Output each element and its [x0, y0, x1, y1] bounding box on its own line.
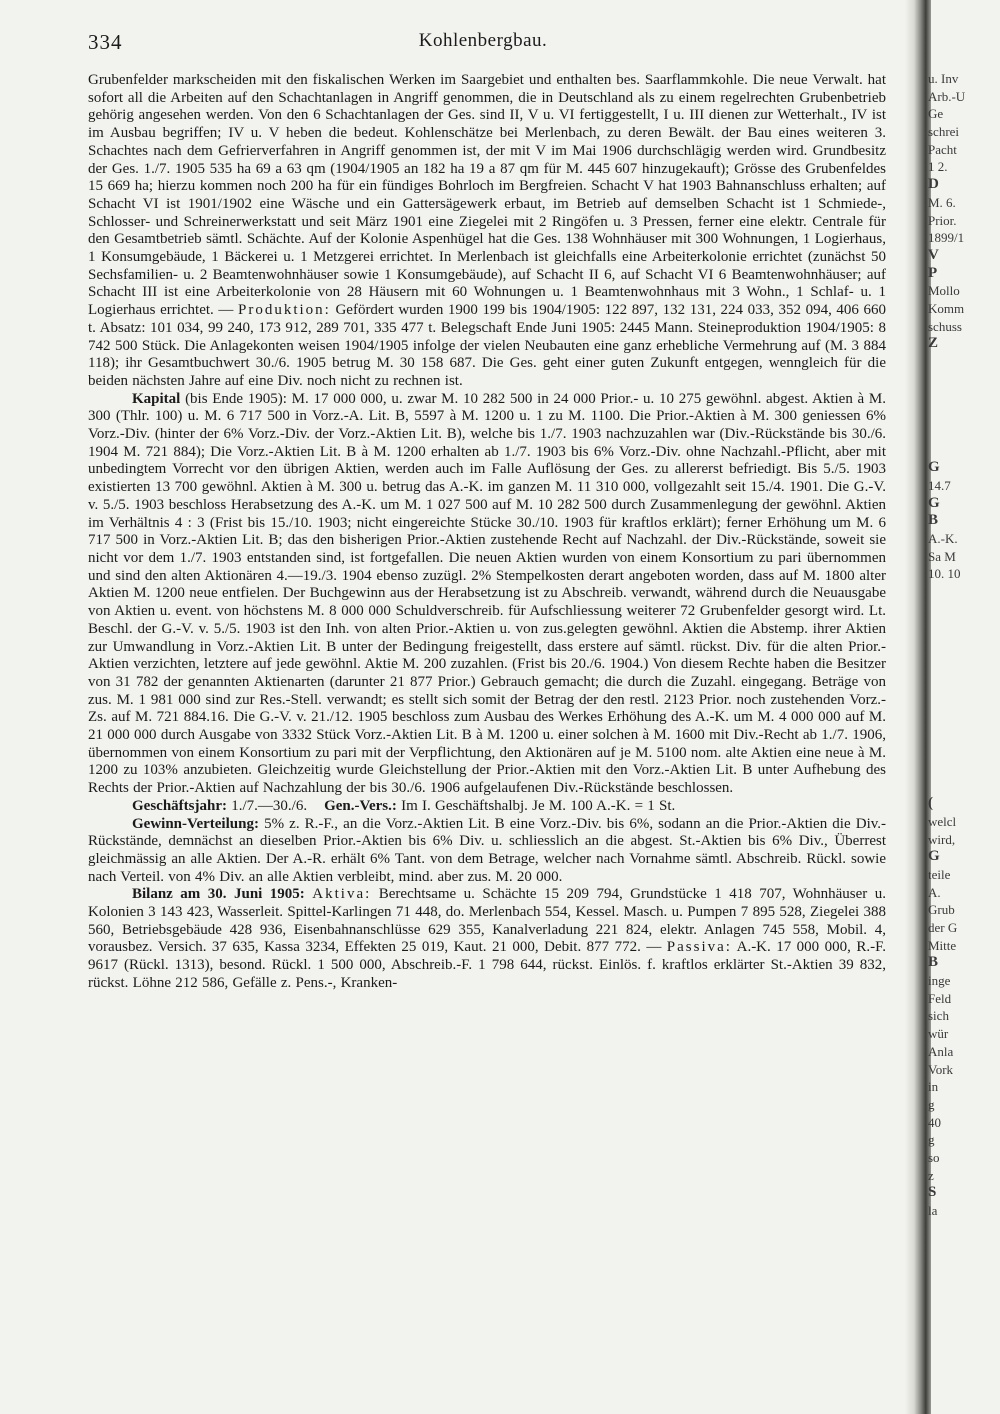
capital-label: Kapital [132, 390, 181, 407]
adjacent-page-line [928, 742, 1000, 760]
adjacent-page-line: D [928, 176, 939, 193]
adjacent-page-line: 40 [928, 1114, 941, 1130]
adjacent-page-line: B [928, 954, 939, 971]
adjacent-page-line [928, 778, 1000, 796]
adjacent-page-line [928, 601, 1000, 619]
adjacent-page-line: 10. 10 [928, 566, 961, 582]
adjacent-page-line: der G [928, 920, 958, 935]
adjacent-page-line: Ge [928, 106, 944, 122]
adjacent-page-line: Komm [928, 300, 965, 316]
adjacent-page-line: B [928, 512, 939, 529]
adjacent-page-line: Prior. [928, 212, 957, 228]
capital-text: (bis Ende 1905): M. 17 000 000, u. zwar M. 10 282 500 in 24 000 Prior.- u. 10 275 gewöhnl. abgest. Aktien à M. 300 (Thlr. 100) u. M. 6 717 500 in Vorz.-A. Lit. B, 5597 à M. 1200 u. 1 zu M. 1100. Die Prior.-Aktien à M. 300 geniessen 6% Vorz.-Div. (hinter der 6% Vorz.-Div. der Vorz.-Aktien Lit. B), welche bis 1./7. 1903 nachzuzahlen war (Div.-Rückstände bis 30./6. 1904 M. 721 884); Die Vorz.-Aktien Lit. B à M. 1200 erhalten ab 1./7. 1903 bis 6% Vorz.-Div. ohne Nachzahl.-Pflicht, aber mit unbedingtem Vorrecht vor den übrigen Aktien, werden auch im Falle Auflösung der Ges. zu allererst befriedigt. Bis 5./5. 1903 existierten 13 700 gewöhnl. Aktien à M. 300 u. betrug das A.-K. im ganzen M. 11 310 000, vollgezahlt seit 15./4. 1901. Die G.-V. v. 5./5. 1903 beschloss Herabsetzung des A.-K. um M. 1 027 500 auf M. 10 282 500 durch Zusammenlegung der gewöhnl. Aktien im Verhältnis 4 : 3 (Frist bis 15./10. 1903; nicht eingereichte Stücke 30./10. 1903 für kraftlos erklärt); ferner Erhöhung um M. 6 717 500 in Vorz.-Aktien Lit. B; das den bisherigen Prior.-Aktien zustehende Recht auf Nachzahl. der Div.-Rückstände, soweit sie nicht vor dem 1./7. 1903 entstanden sind, ist fortgefallen. Die neuen Aktien wurden von einem Konsortium zu pari übernommen und sind den alten Aktionären 4.—19./3. 1904 ebenso zuzügl. 2% Stempelkosten derart angeboten worden, dass auf M. 1800 alter Aktien M. 1200 neue entfielen. Der Buchgewinn aus der Herabsetzung ist zu Abschreib. verwandt, während durch die Neuausgabe von Aktien u. event. von höchstens M. 8 000 000 Schuldverschreib. für Aufschliessung weiterer 72 Grubenfelder gesorgt wird. Lt. Beschl. der G.-V. v. 5./5. 1903 ist den Inh. von alten Prior.-Aktien u. von zus.gelegten gewöhnl. Aktien die Abstemp. ihrer Aktien zur Umwandlung in Vorz.-Aktien Lit. B unter der Bedingung freigestellt, dass erstere auf sämtl. rückst. Div. für die alten Prior.-Aktien verzichten, letztere auf jede gewöhnl. Aktie M. 200 zuzahlen. (Frist bis 20./6. 1904.) Von diesem Rechte haben die Besitzer von 31 782 der genannten Aktienarten (darunter 21 877 Prior.) Gebrauch gemacht; die durch die Zuzahl. eingegang. Beträge von zus. M. 1 981 000 sind zur Res.-Stell. verwandt; es stellt sich somit der Betrag der den restl. 2123 Prior. noch zustehenden Vorz.-Zs. auf M. 721 884.16. Die G.-V. v. 21./12. 1905 beschloss zum Ausbau des Werkes Erhöhung des A.-K. um M. 4 000 000 auf M. 21 000 000 durch Ausgabe von 3332 Stück Vorz.-Aktien Lit. B à M. 1200 u. einer solchen à M. 1600 mit Div.-Recht ab 1./7. 1906, übernommen von einem Konsortium zu pari mit der Verpflichtung, den Aktionären auf je M. 5100 nom. alte Aktien eine neue à M. 1200 zu 103% anzubieten. Gleichzeitig wurde Gleichstellung der Prior.-Aktien mit den Vorz.-Aktien Lit. B unter Aufhebung des Rechts der Prior.-Aktien auf Nachzahlung der bis 30./6. 1906 aufgelaufenen Div.-Rückstände beschlossen. [88, 390, 887, 797]
adjacent-page-line: Mollo [928, 283, 960, 299]
adjacent-page-line: Grub [928, 902, 955, 918]
adjacent-page-line [928, 1361, 1000, 1379]
adjacent-page-line: g [928, 1096, 935, 1112]
paragraph-profit-distribution [88, 816, 886, 887]
adjacent-page-line: teile [928, 866, 951, 882]
paragraph-balance [88, 886, 886, 992]
adjacent-page-line: A.-K. [928, 530, 958, 546]
production-label: Produktion: [238, 302, 331, 319]
adjacent-page-line [928, 1255, 1000, 1273]
adjacent-page-line [928, 671, 1000, 689]
adjacent-page-line: Vork [928, 1061, 954, 1077]
paragraph-mine-description [88, 72, 886, 391]
adjacent-page-line: A. [928, 884, 941, 900]
main-text-column [88, 72, 886, 993]
adjacent-page-line [928, 760, 1000, 778]
adjacent-page-line: Feld [928, 990, 952, 1006]
adjacent-page-line [928, 1308, 1000, 1326]
balance-label: Bilanz am 30. Juni 1905: [132, 886, 305, 903]
adjacent-page-line: V [928, 246, 939, 263]
running-title: Kohlenbergbau. [418, 30, 548, 51]
adjacent-page-line [928, 371, 1000, 389]
adjacent-page-line: ( [928, 795, 933, 812]
adjacent-page-line: 14.7 [928, 477, 951, 493]
adjacent-page-line [928, 689, 1000, 707]
adjacent-page-line: M. 6. [928, 194, 956, 210]
adjacent-page-line: Z [928, 335, 939, 352]
adjacent-page-line: sich [928, 1008, 949, 1024]
adjacent-page-line: g [928, 1132, 935, 1148]
adjacent-page-line: Sa M [928, 548, 956, 564]
adjacent-page-line: la [928, 1203, 938, 1218]
adjacent-page-line [928, 636, 1000, 654]
assets-label: Aktiva: [312, 886, 372, 903]
adjacent-page-line [928, 1344, 1000, 1362]
adjacent-page-line [928, 1326, 1000, 1344]
adjacent-page-line: welcl [928, 813, 957, 829]
adjacent-page-line: Anla [928, 1043, 954, 1059]
paragraph-fiscal-year [88, 798, 886, 816]
adjacent-page-line: wür [928, 1026, 949, 1042]
liabilities-label: Passiva: [666, 939, 732, 956]
liabilities-text: A.-K. 17 000 000, R.-F. 9617 (Rückl. 1313), besond. Rückl. 1 500 000, Abschreib.-F. 1 798 644, rückst. Einlös. f. kraftlos erklärter St.-Aktien 39 832, rückst. Löhne 212 586, Gefälle z. Pens.-, Kranken- [88, 939, 886, 991]
adjacent-page-line [928, 1290, 1000, 1308]
adjacent-page-fragment [928, 70, 1000, 1410]
adjacent-page-line [928, 583, 1000, 601]
general-meeting-label: Gen.-Vers.: [324, 797, 397, 814]
page-number: 334 [88, 30, 123, 54]
adjacent-page-line [928, 1220, 1000, 1238]
adjacent-page-line [928, 1237, 1000, 1255]
adjacent-page-line [928, 618, 1000, 636]
adjacent-page-line: Pacht [928, 141, 957, 157]
adjacent-page-line: z [928, 1167, 934, 1183]
adjacent-page-line [928, 388, 1000, 406]
adjacent-page-line: S [928, 1184, 937, 1201]
production-text: Gefördert wurden 1900 199 bis 1904/1905: 122 897, 132 131, 224 033, 352 094, 406 660 t. Absatz: 101 034, 99 240, 173 912, 289 701, 335 477 t. Belegschaft Ende Juni 1905: 2445 Mann. Steineproduktion 1904/1905: 8 742 500 Stück. Die Anlagekonten weisen 1904/1905 infolge der vielen Neubauten eine ganz erhebliche Vermehrung auf (M. 3 884 118); ihr Gesamtbuchwert 30./6. 1905 betrug M. 30 158 687. Die Ges. geht einer guten Zukunft entgegen, wenngleich für die beiden nächsten Jahre auf eine Div. noch nicht zu rechnen ist. [88, 302, 887, 389]
profit-distribution-text: 5% z. R.-F., an die Vorz.-Aktien Lit. B eine Vorz.-Div. bis 6%, sodann an die Prior.-Aktien die Div.-Rückstände, demnächst an dieselben Prior.-Aktien bis 6% Div. u. schliesslich an die abgest. St.-Aktien bis 6% Div., Überrest gleichmässig an alle Aktien. Der A.-R. erhält 6% Tant. von dem Betrage, welcher nach Vornahme sämtl. Abschreib. Rückl. sowie nach Verteil. von 4% Div. an alle Aktien verbleibt, mind. aber zus. M. 20 000. [88, 815, 887, 885]
adjacent-page-line [928, 1273, 1000, 1291]
paragraph-capital [88, 391, 886, 798]
adjacent-page-line: 1 2. [928, 159, 948, 175]
adjacent-page-line: so [928, 1149, 940, 1165]
adjacent-page-line [928, 707, 1000, 725]
adjacent-page-line: G [928, 848, 940, 865]
adjacent-page-line: u. Inv [928, 71, 959, 86]
adjacent-page-line: G [928, 494, 940, 511]
adjacent-page-line: G [928, 459, 940, 476]
adjacent-page-line [928, 724, 1000, 742]
adjacent-page-line [928, 654, 1000, 672]
adjacent-page-line [928, 406, 1000, 424]
mine-description-text: Grubenfelder markscheiden mit den fiskalischen Werken im Saargebiet und enthalten bes. Saarflammkohle. Die neue Verwalt. hat sofort all die Arbeiten auf den Schachtanlagen in Angriff genommen, die in Deutschland als zu einem regelrechten Grubenbetrieb gehörig angesehen werden. Von den 6 Schachtanlagen der Ges. sind II, V u. VI fertiggestellt, I u. III dienen zur Wetterhalt., IV ist im Ausbau begriffen; IV u. V heben die bedeut. Kohlenschätze bei Merlenbach, zu deren Bewält. der Bau eines weiteren 3. Schachtes nach dem Gefrierverfahren in Angriff genommen ist, der mit V im Mai 1906 durchschlägig werden wird. Grundbesitz der Ges. 1./7. 1905 535 ha 69 a 63 qm (1904/1905 an 182 ha 19 a 87 qm für M. 445 607 hinzugekauft); Grösse des Grubenfeldes 15 669 ha; hierzu kommen noch 200 ha für ein fündiges Bohrloch im Bergfreien. Schacht V hat 1903 Bahnanschluss erhalten; auf Schacht VI ist 1901/1902 eine Wäsche und ein Gattersägewerk erbaut, im Betrieb auf demselben Schacht ist 1 Schmiede-, Schlosser- und Schreinerwerkstatt und seit März 1901 eine Ziegelei mit 2 Ringöfen u. 3 Pressen, ferner eine elektr. Centrale für den Gesamtbetrieb sämtl. Schächte. Auf der Kolonie Aspenhügel hat die Ges. 138 Wohnhäuser mit 300 Wohnungen, 1 Logierhaus, 1 Konsumgebäude, 1 Bäckerei u. 1 Metzgerei errichtet. In Merlenbach ist gleichfalls eine Arbeiterkolonie errichtet (zunächst 50 Sechsfamilien- u. 2 Beamtenwohnhäuser sowie 1 Konsumgebäude), auf Schacht II 6, auf Schacht VI 6 Beamtenwohnhäuser; auf Schacht III ist eine Arbeiterkolonie von 28 Häusern mit 60 Wohnungen u. 1 Beamtenwohnhaus mit 3 Wohn., 1 Schlaf- u. 1 Logierhaus errichtet. — [88, 72, 886, 319]
general-meeting-text: Im I. Geschäftshalbj. Je M. 100 A.-K. = 1 St. [401, 797, 676, 814]
adjacent-page-line: 1899/1 [928, 230, 965, 246]
adjacent-page-line: Mitte [928, 937, 957, 953]
adjacent-page-line: inge [928, 973, 951, 989]
page-header [88, 30, 878, 60]
fiscal-year-label: Geschäftsjahr: [132, 797, 227, 814]
profit-distribution-label: Gewinn-Verteilung: [132, 815, 259, 832]
adjacent-page-line [928, 424, 1000, 442]
adjacent-page-line: wird, [928, 831, 956, 847]
adjacent-page-line: P [928, 264, 938, 281]
fiscal-year-text: 1./7.—30./6. [231, 797, 308, 814]
adjacent-page-line [928, 353, 1000, 371]
adjacent-page-line: Arb.-U [928, 88, 966, 104]
adjacent-page-line: schuss [928, 318, 962, 334]
adjacent-page-line: in [928, 1079, 939, 1095]
assets-text: Berechtsame u. Schächte 15 209 794, Grundstücke 1 418 707, Wohnhäuser u. Kolonien 3 143 423, Wasserleit. Spittel-Karlingen 71 448, do. Merlenbach 554, Kessel. Masch. u. Pumpen 7 895 528, Ziegelei 388 560, Betriebsgebäude 428 936, Eisenbahnanschlüsse 629 355, Kanalverladung 221 824, elektr. Anlagen 745 558, Mobil. 4, vorausbez. Versich. 37 635, Kassa 3234, Effekten 25 019, Kaut. 21 000, Debit. 877 772. — [88, 886, 886, 956]
adjacent-page-line [928, 441, 1000, 459]
adjacent-page-line: schrei [928, 124, 960, 140]
